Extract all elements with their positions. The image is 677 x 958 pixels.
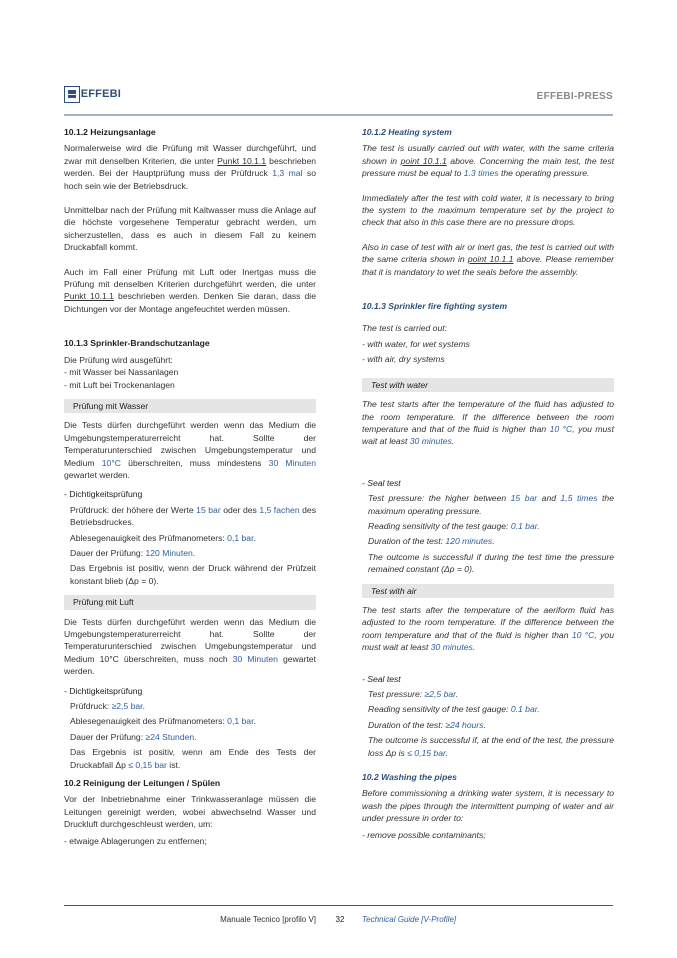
paragraph: Also in case of test with air or inert gas, the test is carried out with the same criteria shown in point 10.1.1 above. Please remember that it is mandatory to wet the seals before the assembly. bbox=[362, 241, 615, 277]
header-brand: EFFEBI-PRESS bbox=[536, 91, 613, 102]
section-band-air: Test with air bbox=[362, 584, 614, 598]
footer-guide-title: Technical Guide [V-Profile] bbox=[362, 915, 457, 924]
section-band-air: Prüfung mit Luft bbox=[64, 595, 316, 609]
seal-test-details: Test pressure: ≥2,5 bar. Reading sensitivity of the test gauge: 0.1 bar. Duration of the test: ≥24 hours. The outcome is successful if, at the end of the test, the pressure loss Δp is ≤ 0,15 bar. bbox=[368, 689, 614, 758]
paragraph: Vor der Inbetriebnahme einer Trinkwasseranlage müssen die Leitungen gereinigt werden, wobei abwechselnd Wasser und Druckluft durchgeschleust werden, um: bbox=[64, 794, 316, 830]
paragraph: The test is carried out: bbox=[362, 323, 448, 334]
paragraph: The test starts after the temperature of the aeriform fluid has adjusted to the room temperature. If the difference between the room temperature and that of the fluid is higher than 10 °C, you must wait at least 30 minutes. bbox=[362, 604, 614, 653]
paragraph: Normalerweise wird die Prüfung mit Wasser durchgeführt, und zwar mit denselben Kriterien, die unter Punkt 10.1.1 beschrieben werden. Bei der Hauptprüfung muss der Prüfdruck 1,3 mal so hoch sein wie der Betriebsdruck. bbox=[64, 143, 317, 191]
paragraph: Auch im Fall einer Prüfung mit Luft oder Inertgas muss die Prüfung mit denselben Kriterien durchgeführt werden, die unter Punkt 10.1.1 beschrieben werden. Denken Sie daran, dass die Dichtungen vor der Montage angefeuchtet werden müssen. bbox=[64, 266, 316, 314]
footer-manual-title: Manuale Tecnico [profilo V] bbox=[220, 915, 316, 924]
paragraph: The test is usually carried out with water, with the same criteria shown in point 10.1.1 above. Concerning the main test, the test pressure must be equal to 1.3 times the operating pressure. bbox=[362, 143, 615, 179]
seal-test-details: Prüfdruck: der höhere der Werte 15 bar oder des 1,5 fachen des Betriebsdruckes. Ablesegenauigkeit des Prüfmanometers: 0,1 bar. Dauer der Prüfung: 120 Minuten. Das Ergebnis ist positiv, wenn der Druck während der Prüfzeit konstant blieb (Δp = 0). bbox=[70, 504, 316, 586]
seal-test-heading: - Seal test bbox=[362, 477, 401, 488]
page-number: 32 bbox=[335, 915, 345, 924]
logo-text: EFFEBI bbox=[80, 87, 121, 100]
seal-test-heading: - Seal test bbox=[362, 673, 401, 684]
list-item: - mit Luft bei Trockenanlagen bbox=[64, 379, 175, 390]
list-item: - remove possible contaminants; bbox=[362, 829, 486, 840]
heading-10-1-3: 10.1.3 Sprinkler-Brandschutzanlage bbox=[64, 338, 210, 349]
paragraph: Unmittelbar nach der Prüfung mit Kaltwasser muss die Anlage auf die höchste vorgesehene Temperatur gebracht werden, um sicherzustellen, dass es auch in diesem Fall zu keinem Druckabfall kommt. bbox=[64, 205, 316, 253]
list-item: - mit Wasser bei Nassanlagen bbox=[64, 367, 179, 378]
paragraph: Before commissioning a drinking water system, it is necessary to wash the pipes through the intermittent pumping of water and air under pressure in order to: bbox=[362, 788, 614, 824]
seal-test-heading: - Dichtigkeitsprüfung bbox=[64, 489, 143, 500]
seal-test-details: Test pressure: the higher between 15 bar and 1,5 times the maximum operating pressure. Reading sensitivity of the test gauge: 0.1 bar. Duration of the test: 120 minutes. The outcome is successful if during the test time the pressure remained constant (Δp = 0). bbox=[368, 493, 614, 575]
paragraph: Die Tests dürfen durchgeführt werden wenn das Medium die Umgebungstemperaturerreicht hat. Sollte der Temperaturunterschied zwischen Umgebungstemperatur und Medium 10°C überschreiten, muss noch 30 Minuten gewartet werden. bbox=[64, 616, 316, 677]
heading-10-2: 10.2 Reinigung der Leitungen / Spülen bbox=[64, 778, 221, 789]
header-divider bbox=[64, 114, 613, 116]
seal-test-heading: - Dichtigkeitsprüfung bbox=[64, 685, 143, 696]
point-link[interactable]: Punkt 10.1.1 bbox=[217, 155, 267, 166]
german-column bbox=[64, 126, 316, 847]
paragraph: Die Tests dürfen durchgeführt werden wenn das Medium die Umgebungstemperaturerreicht hat. Sollte der Temperaturunterschied zwischen Umgebungstemperatur und Medium 10°C überschreiten, muss mindestens 30 Minuten gewartet werden. bbox=[64, 420, 316, 480]
point-link[interactable]: Punkt 10.1.1 bbox=[64, 291, 114, 302]
point-link[interactable]: point 10.1.1 bbox=[400, 155, 447, 166]
heading-10-1-2: 10.1.2 Heating system bbox=[362, 127, 452, 137]
paragraph: Die Prüfung wird ausgeführt: bbox=[64, 354, 173, 365]
heading-10-1-2: 10.1.2 Heizungsanlage bbox=[64, 127, 156, 137]
list-item: - with water, for wet systems bbox=[362, 338, 470, 349]
heading-10-2: 10.2 Washing the pipes bbox=[362, 772, 457, 783]
section-band-water: Prüfung mit Wasser bbox=[64, 399, 316, 413]
effebi-logo-icon bbox=[64, 86, 80, 103]
section-band-water: Test with water bbox=[362, 378, 614, 392]
effebi-logo bbox=[64, 84, 121, 104]
paragraph: Immediately after the test with cold water, it is necessary to bring the system to the maximum temperature set by the project to check that also in this case there are no pressure drops. bbox=[362, 192, 614, 228]
list-item: - with air, dry systems bbox=[362, 354, 445, 365]
seal-test-details: Prüfdruck: ≥2,5 bar. Ablesegenauigkeit des Prüfmanometers: 0,1 bar. Dauer der Prüfung: ≥24 Stunden. Das Ergebnis ist positiv, wenn am Ende des Tests der Druckabfall Δp ≤ 0,15 bar ist. bbox=[70, 701, 316, 770]
list-item: - etwaige Ablagerungen zu entfernen; bbox=[64, 835, 207, 846]
point-link[interactable]: point 10.1.1 bbox=[467, 254, 514, 265]
paragraph: The test starts after the temperature of the fluid has adjusted to the room temperature. If the difference between the room temperature and that of the fluid is higher than 10 °C, you must wait at least 30 minutes. bbox=[362, 399, 614, 447]
english-column bbox=[362, 126, 614, 841]
heading-10-1-3: 10.1.3 Sprinkler fire fighting system bbox=[362, 301, 508, 312]
footer-divider bbox=[64, 905, 613, 906]
